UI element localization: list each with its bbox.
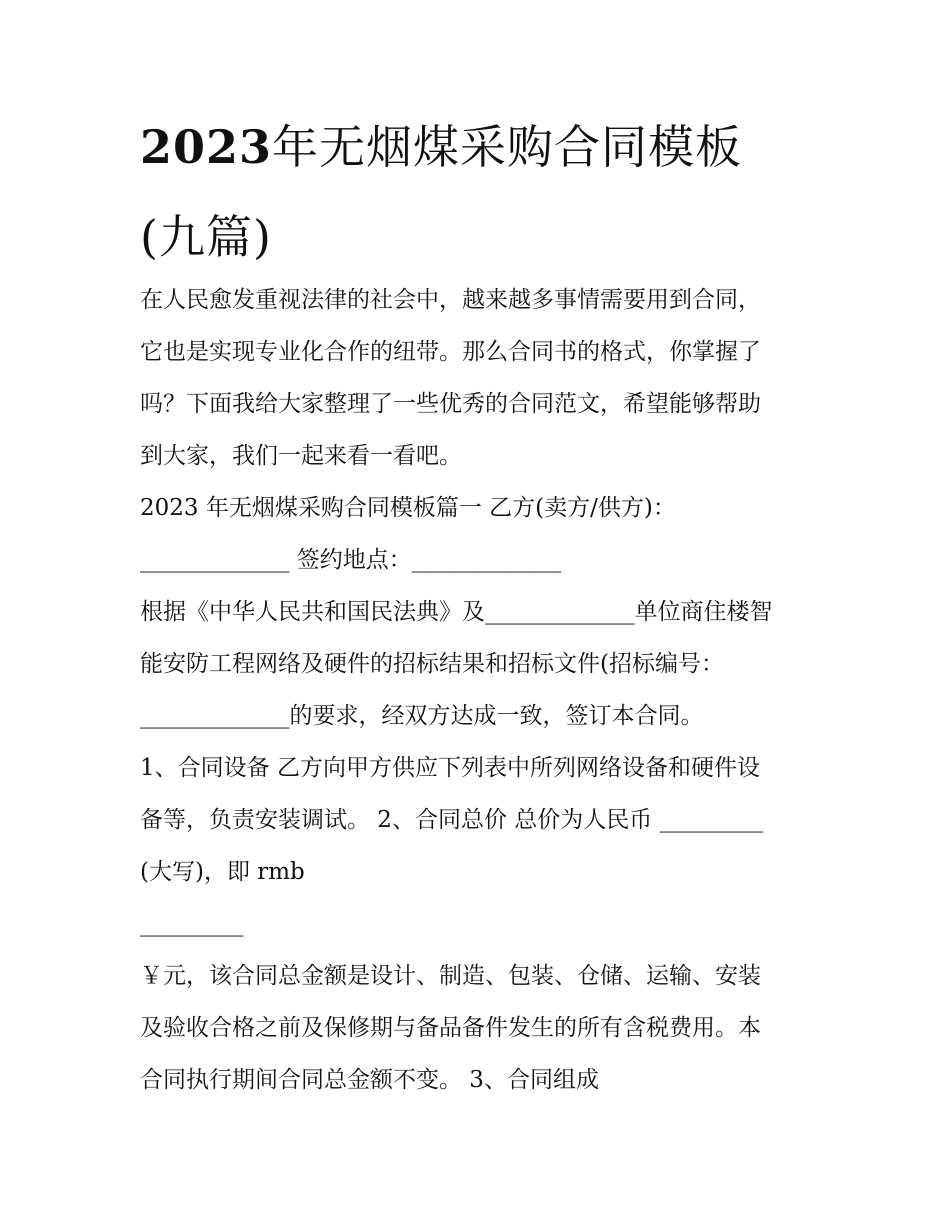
- body-line: ￥元，该合同总金额是设计、制造、包装、仓储、运输、安装: [140, 963, 761, 989]
- body-line: 备等，负责安装调试。 2、合同总价 总价为人民币 _________: [140, 807, 764, 833]
- body-line: 合同执行期间合同总金额不变。 3、合同组成: [140, 1067, 599, 1093]
- body-line: 2023 年无烟煤采购合同模板篇一 乙方(卖方/供方)：: [140, 495, 676, 521]
- document-title: [140, 102, 820, 282]
- body-line: 能安防工程网络及硬件的招标结果和招标文件(招标编号：: [140, 651, 724, 677]
- body-line: 到大家，我们一起来看一看吧。: [140, 443, 462, 469]
- title-text: 年无烟煤采购合同模板: [272, 120, 743, 174]
- body-line: (大写)，即 rmb: [140, 859, 305, 885]
- body-line: _____________ 签约地点：_____________: [140, 547, 562, 573]
- body-line: 在人民愈发重视法律的社会中，越来越多事情需要用到合同，: [140, 287, 761, 313]
- body-line: _____________的要求，经双方达成一致，签订本合同。: [140, 703, 704, 729]
- document-body: [140, 274, 820, 1106]
- body-line: 它也是实现专业化合作的纽带。那么合同书的格式，你掌握了: [140, 339, 761, 365]
- title-line-2: (九篇): [140, 210, 272, 264]
- title-year: 2023: [140, 120, 273, 174]
- body-line: 1、合同设备 乙方向甲方供应下列表中所列网络设备和硬件设: [140, 755, 760, 781]
- title-line-1: [140, 102, 820, 192]
- body-line: 根据《中华人民共和国民法典》及_____________单位商住楼智: [140, 599, 773, 625]
- body-line: _________: [140, 911, 244, 937]
- body-line: 吗？下面我给大家整理了一些优秀的合同范文，希望能够帮助: [140, 391, 761, 417]
- body-line: 及验收合格之前及保修期与备品备件发生的所有含税费用。本: [140, 1015, 761, 1041]
